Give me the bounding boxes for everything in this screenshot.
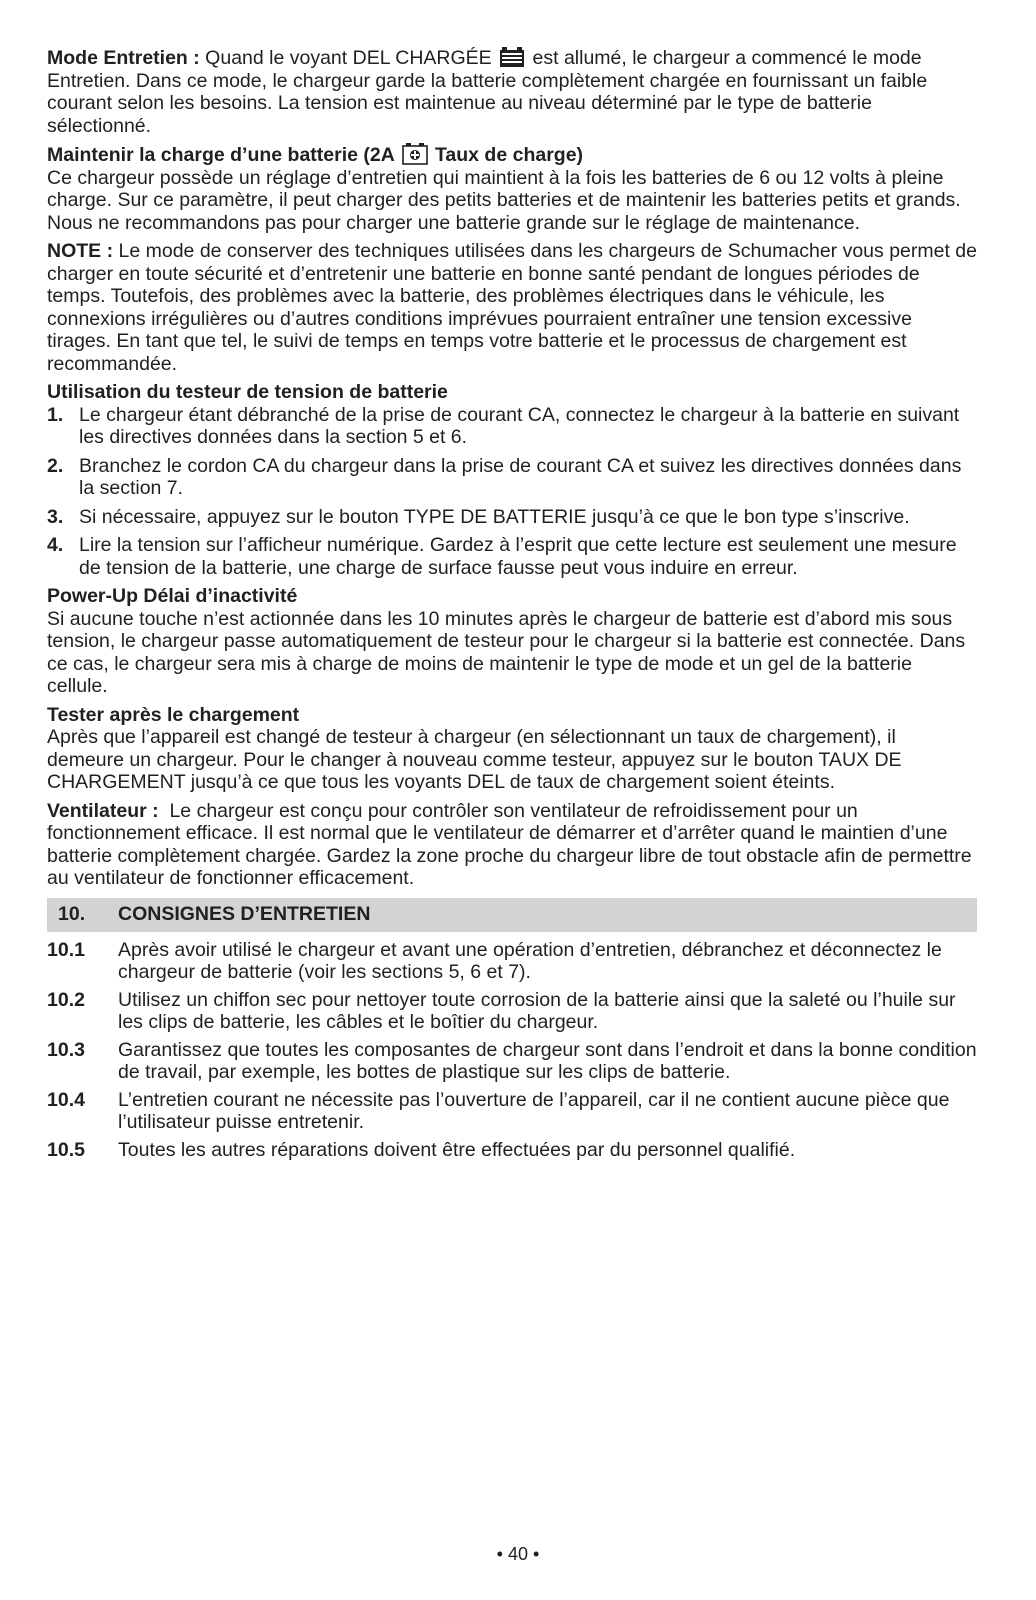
fan-text: Le chargeur est conçu pour contrôler son ventilateur de refroidissement pour un fonctionnement efficace. Il est normal que le ventilateur de démarrer et d’arrêter quand le maintien d’une batterie complètement chargée. Gardez la zone proche du chargeur libre de tout obstacle afin de permettre au ventilateur de fonctionner efficacement. <box>47 799 978 889</box>
powerup-heading: Power-Up Délai d’inactivité <box>47 585 298 607</box>
step-text: Le chargeur étant débranché de la prise de courant CA, connectez le chargeur à la batterie en suivant les directives données dans la section 5 et 6. <box>79 403 960 448</box>
item-number: 10.2 <box>47 988 85 1011</box>
item-number: 10.4 <box>47 1088 85 1111</box>
charged-battery-icon <box>499 46 525 68</box>
item-text: Garantissez que toutes les composantes de chargeur sont dans l’endroit et dans la bonne condition de travail, par exemple, les bottes de plastique sur les clips de batterie. <box>118 1038 977 1083</box>
step-number: 4. <box>47 534 64 556</box>
list-item <box>47 1039 977 1084</box>
item-number: 10.1 <box>47 938 85 961</box>
powerup-text: Si aucune touche n’est actionnée dans les 10 minutes après le chargeur de batterie est d’abord mis sous tension, le chargeur passe automatiquement de testeur pour le chargeur si la batterie est connectée. Dans ce cas, le chargeur sera mis à charge de moins de maintenir le type de mode et un gel de la batterie cellule. <box>47 607 966 697</box>
section-title: CONSIGNES D’ENTRETIEN <box>118 903 371 926</box>
maintain-rate-icon <box>402 143 428 165</box>
test-after-text: Après que l’appareil est changé de testeur à chargeur (en sélectionnant un taux de chargement), il demeure un chargeur. Pour le changer à nouveau comme testeur, appuyez sur le bouton TAUX DE CHARGEMENT jusqu’à ce que tous les voyants DEL de taux de chargement soient éteints. <box>47 726 902 793</box>
maintain-charge-title-end: Taux de charge) <box>429 144 584 166</box>
list-item <box>47 404 977 449</box>
step-number: 1. <box>47 403 64 426</box>
item-text: Utilisez un chiffon sec pour nettoyer toute corrosion de la batterie ainsi que la saleté ou l’huile sur les clips de batterie, les câbles et le boîtier du chargeur. <box>118 988 956 1033</box>
list-item <box>47 1089 977 1134</box>
step-text: Branchez le cordon CA du chargeur dans la prise de courant CA et suivez les directives données dans la section 7. <box>79 454 962 499</box>
item-text: L’entretien courant ne nécessite pas l’ouverture de l’appareil, car il ne contient aucune pièce que l’utilisateur puisse entretenir. <box>118 1088 950 1133</box>
list-item <box>47 506 977 529</box>
test-after-heading: Tester après le chargement <box>47 703 300 726</box>
list-item <box>47 939 977 984</box>
item-number: 10.3 <box>47 1038 85 1061</box>
maintain-charge-text: Ce chargeur possède un réglage d’entretien qui maintient à la fois les batteries de 6 ou 12 volts à pleine charge. Sur ce paramètre, il peut charger des petits batteries et de maintenir les batteries petits et grands. Nous ne recommandons pas pour charger une batterie grande sur le réglage de maintenance. <box>47 166 961 234</box>
item-text: Toutes les autres réparations doivent être effectuées par du personnel qualifié. <box>118 1138 796 1161</box>
step-text: Lire la tension sur l’afficheur numérique. Gardez à l’esprit que cette lecture est seulement une mesure de tension de la batterie, une charge de surface fausse peut vous induire en erreur. <box>79 534 957 579</box>
maintenance-mode-paragraph <box>47 46 977 137</box>
item-text: Après avoir utilisé le chargeur et avant une opération d’entretien, débranchez et déconnectez le chargeur de batterie (voir les sections 5, 6 et 7). <box>118 938 942 983</box>
note-paragraph <box>47 240 977 375</box>
page-number: • 40 • <box>496 1544 540 1564</box>
maintenance-mode-label: Mode Entretien : <box>47 47 200 69</box>
maintenance-mode-text-start: Quand le voyant DEL CHARGÉE <box>199 47 498 69</box>
list-item <box>47 989 977 1034</box>
list-item <box>47 455 977 500</box>
step-text: Si nécessaire, appuyez sur le bouton TYPE DE BATTERIE jusqu’à ce que le bon type s’inscrive. <box>79 505 910 528</box>
item-number: 10.5 <box>47 1138 85 1161</box>
step-number: 2. <box>47 454 64 477</box>
step-number: 3. <box>47 505 64 528</box>
fan-label: Ventilateur : <box>47 799 159 822</box>
tester-heading: Utilisation du testeur de tension de batterie <box>47 381 448 403</box>
section-number: 10. <box>58 903 86 926</box>
maintenance-mode-text-end: est allumé, le chargeur a commencé le mode Entretien. Dans ce mode, le chargeur garde la batterie complètement chargée en fournissant un faible courant selon les besoins. La tension est maintenue au niveau déterminé par le type de batterie sélectionné. <box>47 47 928 137</box>
tester-steps <box>47 404 977 580</box>
page-content <box>47 46 977 1166</box>
fan-paragraph <box>47 800 977 890</box>
list-item <box>47 1139 977 1162</box>
list-item <box>47 534 977 579</box>
section-10-header <box>47 898 977 932</box>
note-label: NOTE : <box>47 240 114 262</box>
maintain-charge-heading <box>47 143 977 167</box>
note-text: Le mode de conserver des techniques utilisées dans les chargeurs de Schumacher vous permet de charger en toute sécurité et d’entretenir une batterie en bonne santé pendant de longues périodes de temps. Toutefois, des problèmes avec la batterie, des problèmes électriques dans le véhicule, les connexions irrégulières ou d’autres conditions imprévues pourraient entraîner une tension excessive tirages. En tant que tel, le suivi de temps en temps votre batterie et le processus de chargement est recommandée. <box>47 240 977 375</box>
maintain-charge-title-start: Maintenir la charge d’une batterie (2A <box>47 144 400 166</box>
